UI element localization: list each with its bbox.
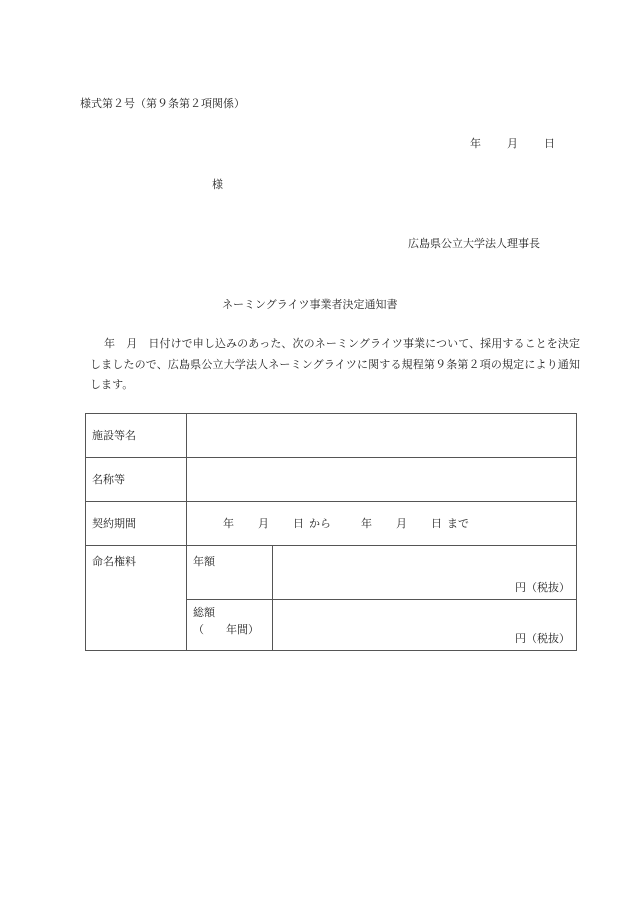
date-month: 月 <box>507 137 518 150</box>
issuer: 広島県公立大学法人理事長 <box>408 237 540 250</box>
date-day: 日 <box>544 137 555 150</box>
period-month2: 月 <box>396 516 407 530</box>
date-line <box>470 138 555 149</box>
name-label: 名称等 <box>86 458 187 502</box>
facility-value <box>187 414 577 458</box>
total-years: （ 年間） <box>193 623 259 637</box>
fee-label: 命名権料 <box>86 546 187 651</box>
name-value <box>187 458 577 502</box>
table-row <box>86 458 577 502</box>
body-paragraph: 年 月 日付けで申し込みのあった、次のネーミングライツ事業について、採用することを決定しましたので、広島県公立大学法人ネーミングライツに関する規程第９条第２項の規定により通知します。 <box>90 337 580 391</box>
period-year2: 年 <box>361 516 372 530</box>
period-label: 契約期間 <box>86 502 187 546</box>
date-year: 年 <box>470 137 481 150</box>
table-row <box>86 546 577 600</box>
table-row <box>86 502 577 546</box>
document-title: ネーミングライツ事業者決定通知書 <box>222 298 398 311</box>
form-number: 様式第２号（第９条第２項関係） <box>80 97 245 110</box>
period-day1: 日 <box>293 516 304 530</box>
period-value <box>187 502 577 546</box>
period-day2: 日 <box>431 516 442 530</box>
info-table <box>85 413 577 651</box>
period-year1: 年 <box>223 516 234 530</box>
table-row <box>86 414 577 458</box>
total-cell <box>187 600 273 651</box>
facility-label: 施設等名 <box>86 414 187 458</box>
period-from: から <box>309 516 331 530</box>
total-unit: 円（税抜） <box>273 600 577 651</box>
annual-label: 年額 <box>187 546 273 600</box>
addressee-suffix: 様 <box>212 178 223 191</box>
annual-unit: 円（税抜） <box>273 546 577 600</box>
period-month1: 月 <box>258 516 269 530</box>
period-until: まで <box>447 516 469 530</box>
total-label: 総額 <box>193 606 215 619</box>
